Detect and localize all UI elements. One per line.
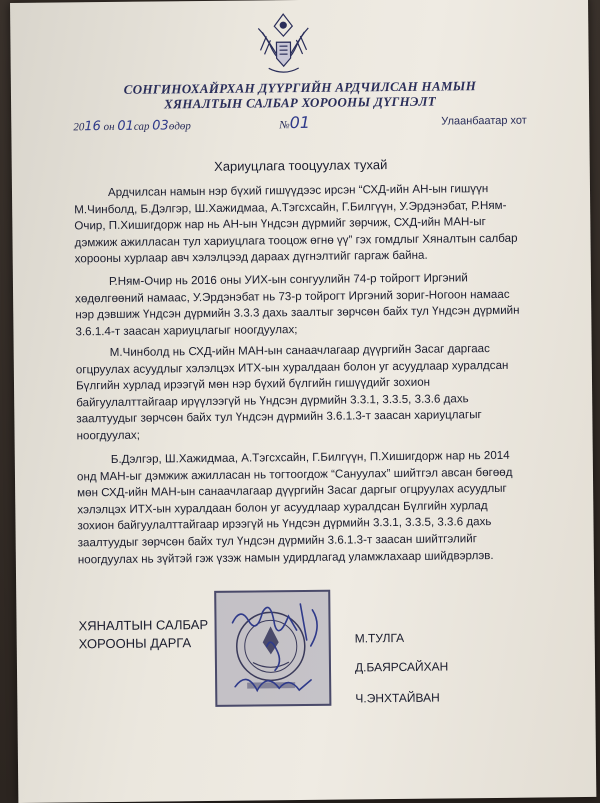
paragraph-line: хорооны хурлаар авч хэлэлцээд дараах дүгнэлтийг гаргаж байна. (74, 249, 428, 266)
paragraph-2 (75, 270, 536, 341)
paragraph-line: хэлэлцэх ИТХ-ын хуралдаан болон уг асуудлаар хуралдсан Бүлгийн хурлад (77, 498, 488, 517)
document-city: Улаанбаатар хот (441, 114, 527, 128)
organization-name-line2: ХЯНАЛТЫН САЛБАР ХОРООНЫ ДҮГНЭЛТ (164, 93, 437, 112)
paragraph-line: заалтуудыг зөрчсөн байх тул Үндсэн дүрмийн 3.6.1.3-т заасан хариуцлагыг (76, 408, 482, 426)
paragraph-line: 3.6.1.4-т заасан хариуцлагыг ноогдуулах; (75, 322, 298, 339)
date-year-handwritten: 16 (84, 119, 101, 135)
signatory-name: М.ТУЛГА (354, 630, 405, 646)
paragraph-line: заалтуудыг зөрчсөн байх тул Үндсэн дүрмийн 3.6.1.3-т заасан шийтгэлийг (77, 532, 478, 550)
paragraph-line: онд МАН-ыг дэмжиж ажилласан нь тогтоогдож “Сануулах” шийтгэл авсан бөгөөд (76, 465, 513, 483)
handwritten-signatures-icon (226, 600, 337, 701)
paragraph-line: зохион байгуулалттайгаар ирээгүй нь Үндсэн дүрмийн 3.3.1, 3.3.5, 3.3.6 дахь (77, 515, 492, 533)
party-emblem-icon (246, 6, 321, 81)
signature-title-line1: ХЯНАЛТЫН САЛБАР (78, 616, 209, 634)
paragraph-line: ноогдуулах; (76, 428, 140, 443)
document-sheet (10, 0, 596, 803)
paragraph-line: Б.Дэлгэр, Ш.Хажидмаа, А.Тэгсхсайн, Г.Билгүүн, П.Хишигдорж нар нь 2014 (110, 448, 510, 466)
paragraph-line: Ардчилсан намын нэр бүхий гишүүдээс ирсэн “СХД-ийн АН-ын гишүүн (107, 182, 489, 200)
date-year-prefix: 20 (73, 121, 85, 134)
document-date (73, 118, 191, 134)
number-handwritten: 01 (289, 112, 311, 133)
date-month-label: сар (133, 120, 150, 133)
signatory-name: Д.БАЯРСАЙХАН (354, 659, 449, 675)
paragraph-line: хөдөлгөөний намаас, У.Эрдэнэбат нь 73-р тойрогт Иргэний зориг-Ногоон намаас (75, 287, 510, 305)
paragraph-3 (76, 341, 537, 445)
paragraph-line: Бүлгийн хурлад ирээгүй мөн нэр бүхий бүлгийн гишүүдийг зохион (75, 375, 431, 393)
paragraph-line: ноогдуулах нь зүйтэй гэж үзэж намын удирдлагад уламжлахаар шийдвэрлэв. (77, 548, 494, 566)
paragraph-line: М.Чинболд нь СХД-ийн МАН-ын санаачлагаар дүүргийн Засаг даргаас (109, 342, 490, 360)
paragraph-line: Очир, П.Хишигдорж нар нь АН-ын Үндсэн дүрмийг зөрчиж, СХД-ийн МАН-ыг (74, 215, 486, 233)
document-title: Хариуцлага тооцуулах тухай (214, 157, 388, 174)
signature-title-line2: ХОРООНЫ ДАРГА (78, 635, 192, 652)
paragraph-1 (74, 181, 535, 269)
paragraph-line: М.Чинболд, Б.Дэлгэр, Ш.Хажидмаа, А.Тэгсхсайн, Г.Билгүүн, У.Эрдэнэбат, Р.Ням- (74, 198, 507, 216)
date-on-label: он (103, 120, 115, 134)
paragraph-line: дэмжиж ажилласан тул хариуцлага тооцож өгнө үү” гэх гомдлыг Хяналтын салбар (74, 231, 518, 250)
paragraph-line: нэр дэвшиж Үндсэн дүрмийн 3.3.3 дахь заалтыг зөрчсөн байх тул Үндсэн дүрмийн (75, 303, 520, 322)
date-day-handwritten: 03 (152, 118, 169, 134)
paragraph-4 (77, 448, 538, 569)
paragraph-line: байгуулалттайгаар ирүүлээгүй нь Үндсэн дүрмийн 3.3.1, 3.3.5, 3.3.6 дахь (76, 392, 469, 410)
signatory-name: Ч.ЭНХТАЙВАН (355, 690, 440, 706)
number-label: № (279, 119, 290, 132)
document-number (279, 113, 310, 132)
date-month-handwritten: 01 (117, 118, 134, 134)
date-day-label: өдөр (168, 120, 191, 133)
organization-name-line1: СОНГИНОХАЙРХАН ДҮҮРГИЙН АРДЧИЛСАН НАМЫН (123, 78, 477, 97)
paragraph-line: Р.Ням-Очир нь 2016 оны УИХ-ын сонгуулийн 74-р тойрогт Иргэний (108, 271, 468, 289)
paragraph-line: огцруулах асуудлыг хэлэлцэх ИТХ-ын хуралдаан болон уг асуудлаар хуралдсан (75, 358, 509, 376)
paragraph-line: мөн СХД-ийн МАН-ын санаачлагаар дүүргийн Засаг даргыг огцруулах асуудлыг (77, 482, 507, 500)
